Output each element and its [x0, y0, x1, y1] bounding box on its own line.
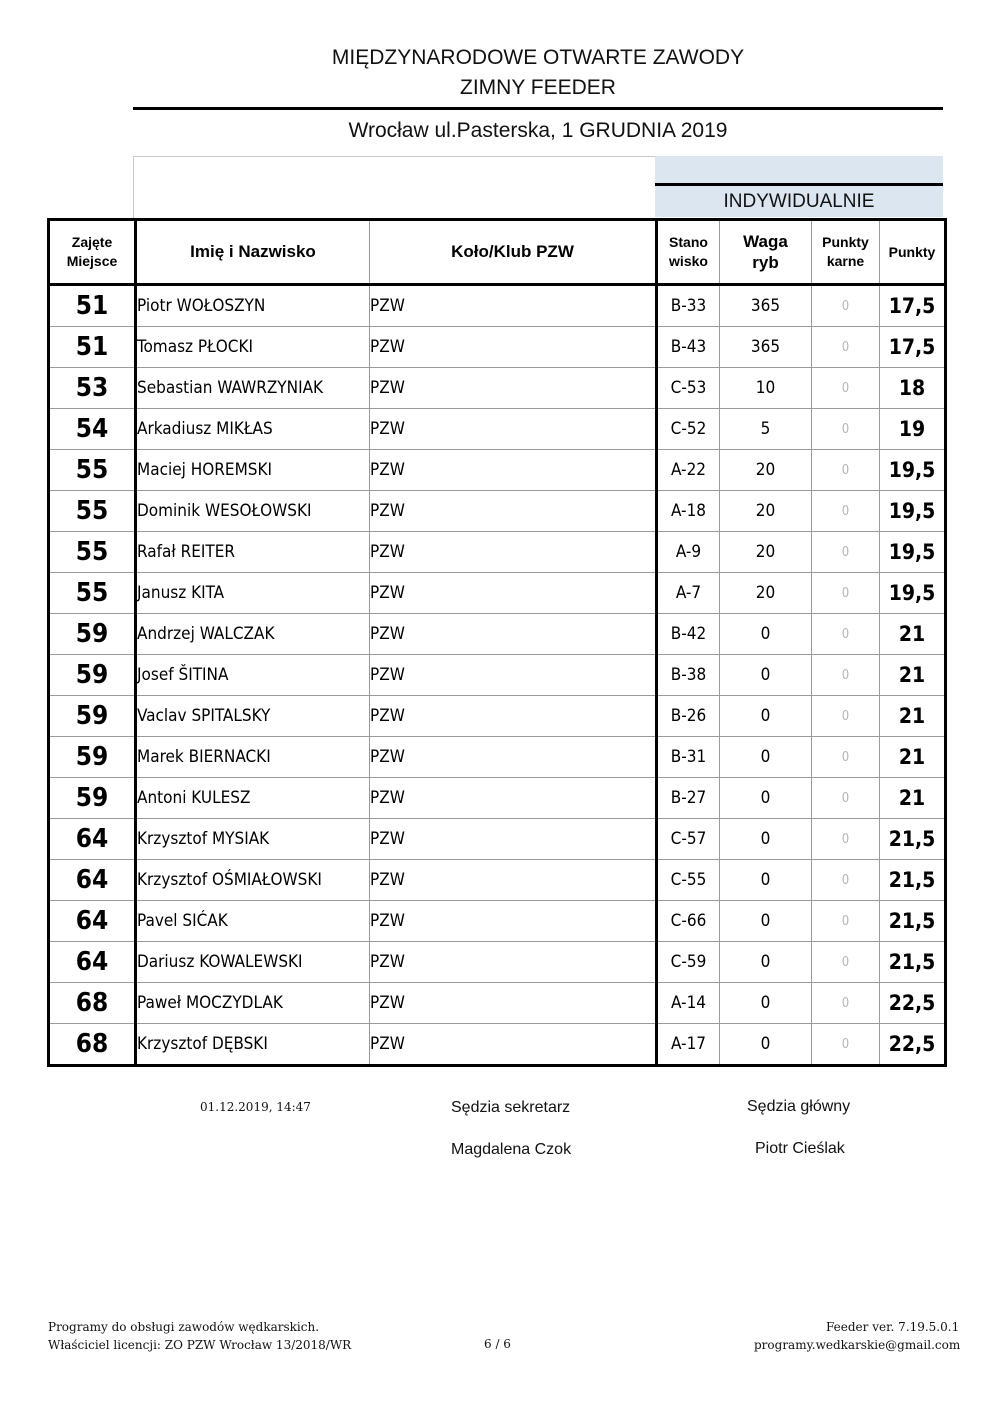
club-cell: PZW	[370, 655, 657, 696]
penalty-cell: 0	[812, 450, 880, 491]
table-row	[49, 573, 946, 614]
header-stan-line2: wisko	[669, 253, 708, 269]
penalty-cell: 0	[812, 1024, 880, 1066]
penalty-cell: 0	[812, 491, 880, 532]
penalty-cell: 0	[812, 409, 880, 450]
weight-cell: 0	[720, 614, 812, 655]
table-row	[49, 983, 946, 1024]
penalty-cell: 0	[812, 942, 880, 983]
weight-cell: 365	[720, 327, 812, 368]
stan-cell: A-7	[657, 573, 720, 614]
place-cell: 59	[49, 778, 136, 819]
place-cell: 64	[49, 942, 136, 983]
weight-cell: 0	[720, 737, 812, 778]
judge-main-label: Sędzia główny	[747, 1098, 851, 1115]
penalty-cell: 0	[812, 860, 880, 901]
table-row	[49, 614, 946, 655]
points-cell: 19,5	[880, 573, 946, 614]
header-penalty	[812, 220, 880, 285]
license-info: Właściciel licencji: ZO PZW Wrocław 13/2018/WR	[48, 1338, 352, 1352]
points-cell: 21	[880, 778, 946, 819]
penalty-cell: 0	[812, 614, 880, 655]
stan-cell: C-52	[657, 409, 720, 450]
table-row	[49, 327, 946, 368]
club-cell: PZW	[370, 901, 657, 942]
table-row	[49, 368, 946, 409]
version-info: Feeder ver. 7.19.5.0.1	[826, 1320, 960, 1334]
table-row	[49, 737, 946, 778]
weight-cell: 0	[720, 860, 812, 901]
penalty-cell: 0	[812, 655, 880, 696]
weight-cell: 0	[720, 655, 812, 696]
table-row	[49, 901, 946, 942]
header-karne-line2: karne	[826, 253, 865, 269]
weight-cell: 365	[720, 285, 812, 327]
penalty-cell: 0	[812, 285, 880, 327]
place-cell: 55	[49, 573, 136, 614]
header-club: Koło/Klub PZW	[370, 220, 657, 285]
penalty-cell: 0	[812, 983, 880, 1024]
name-cell: Janusz KITA	[136, 573, 370, 614]
points-cell: 17,5	[880, 327, 946, 368]
stan-cell: C-57	[657, 819, 720, 860]
place-cell: 51	[49, 327, 136, 368]
weight-cell: 0	[720, 983, 812, 1024]
club-cell: PZW	[370, 696, 657, 737]
weight-cell: 0	[720, 1024, 812, 1066]
place-cell: 68	[49, 1024, 136, 1066]
header-stanowisko	[657, 220, 720, 285]
stan-cell: B-31	[657, 737, 720, 778]
stan-cell: B-33	[657, 285, 720, 327]
weight-cell: 20	[720, 532, 812, 573]
place-cell: 59	[49, 655, 136, 696]
penalty-cell: 0	[812, 327, 880, 368]
table-row	[49, 860, 946, 901]
section-band	[655, 156, 943, 183]
print-datetime: 01.12.2019, 14:47	[200, 1100, 311, 1114]
name-cell: Josef ŠITINA	[136, 655, 370, 696]
contact-email: programy.wedkarskie@gmail.com	[754, 1338, 961, 1352]
place-cell: 64	[49, 860, 136, 901]
stan-cell: B-27	[657, 778, 720, 819]
penalty-cell: 0	[812, 368, 880, 409]
page-number: 6 / 6	[484, 1337, 511, 1351]
club-cell: PZW	[370, 491, 657, 532]
table-header-row	[49, 220, 946, 285]
club-cell: PZW	[370, 409, 657, 450]
table-row	[49, 778, 946, 819]
name-cell: Andrzej WALCZAK	[136, 614, 370, 655]
club-cell: PZW	[370, 778, 657, 819]
program-info: Programy do obsługi zawodów wędkarskich.	[48, 1320, 320, 1334]
place-cell: 55	[49, 450, 136, 491]
place-cell: 53	[49, 368, 136, 409]
club-cell: PZW	[370, 327, 657, 368]
judge-secretary-name: Magdalena Czok	[451, 1141, 572, 1158]
name-cell: Krzysztof DĘBSKI	[136, 1024, 370, 1066]
header-weight	[720, 220, 812, 285]
place-cell: 59	[49, 737, 136, 778]
name-cell: Sebastian WAWRZYNIAK	[136, 368, 370, 409]
penalty-cell: 0	[812, 737, 880, 778]
weight-cell: 5	[720, 409, 812, 450]
header-place-line2: Miejsce	[66, 253, 118, 269]
weight-cell: 0	[720, 778, 812, 819]
place-cell: 54	[49, 409, 136, 450]
title-line-2: ZIMNY FEEDER	[460, 76, 616, 99]
penalty-cell: 0	[812, 573, 880, 614]
name-cell: Antoni KULESZ	[136, 778, 370, 819]
points-cell: 22,5	[880, 983, 946, 1024]
club-cell: PZW	[370, 285, 657, 327]
name-cell: Tomasz PŁOCKI	[136, 327, 370, 368]
club-cell: PZW	[370, 942, 657, 983]
table-row	[49, 942, 946, 983]
judge-secretary-label: Sędzia sekretarz	[451, 1099, 571, 1116]
judge-main-name: Piotr Cieślak	[755, 1140, 845, 1157]
points-cell: 21	[880, 737, 946, 778]
points-cell: 19	[880, 409, 946, 450]
points-cell: 17,5	[880, 285, 946, 327]
header-name: Imię i Nazwisko	[136, 220, 370, 285]
header-stan-line1: Stano	[669, 234, 708, 250]
table-row	[49, 532, 946, 573]
stan-cell: A-22	[657, 450, 720, 491]
place-cell: 59	[49, 696, 136, 737]
table-row	[49, 696, 946, 737]
place-cell: 55	[49, 532, 136, 573]
club-cell: PZW	[370, 532, 657, 573]
table-row	[49, 655, 946, 696]
points-cell: 21,5	[880, 860, 946, 901]
name-cell: Dariusz KOWALEWSKI	[136, 942, 370, 983]
points-cell: 21,5	[880, 942, 946, 983]
weight-cell: 10	[720, 368, 812, 409]
name-cell: Vaclav SPITALSKY	[136, 696, 370, 737]
club-cell: PZW	[370, 983, 657, 1024]
place-cell: 55	[49, 491, 136, 532]
name-cell: Krzysztof MYSIAK	[136, 819, 370, 860]
name-cell: Arkadiusz MIKŁAS	[136, 409, 370, 450]
name-cell: Dominik WESOŁOWSKI	[136, 491, 370, 532]
header-place-line1: Zajęte	[71, 234, 113, 250]
place-cell: 68	[49, 983, 136, 1024]
stan-cell: C-66	[657, 901, 720, 942]
table-row	[49, 819, 946, 860]
points-cell: 21,5	[880, 901, 946, 942]
penalty-cell: 0	[812, 819, 880, 860]
points-cell: 21	[880, 614, 946, 655]
name-cell: Piotr WOŁOSZYN	[136, 285, 370, 327]
table-row	[49, 491, 946, 532]
penalty-cell: 0	[812, 778, 880, 819]
header-grid-line	[133, 156, 655, 157]
name-cell: Pavel SIĆAK	[136, 901, 370, 942]
club-cell: PZW	[370, 819, 657, 860]
stan-cell: C-55	[657, 860, 720, 901]
penalty-cell: 0	[812, 696, 880, 737]
table-row	[49, 285, 946, 327]
stan-cell: A-18	[657, 491, 720, 532]
club-cell: PZW	[370, 737, 657, 778]
weight-cell: 0	[720, 901, 812, 942]
header-waga-line2: ryb	[752, 253, 779, 272]
section-label: INDYWIDUALNIE	[655, 183, 943, 217]
stan-cell: C-59	[657, 942, 720, 983]
club-cell: PZW	[370, 860, 657, 901]
club-cell: PZW	[370, 450, 657, 491]
stan-cell: A-9	[657, 532, 720, 573]
penalty-cell: 0	[812, 901, 880, 942]
stan-cell: B-38	[657, 655, 720, 696]
location-date: Wrocław ul.Pasterska, 1 GRUDNIA 2019	[348, 119, 728, 142]
place-cell: 51	[49, 285, 136, 327]
club-cell: PZW	[370, 368, 657, 409]
stan-cell: B-42	[657, 614, 720, 655]
header-karne-line1: Punkty	[822, 234, 869, 250]
name-cell: Marek BIERNACKI	[136, 737, 370, 778]
club-cell: PZW	[370, 573, 657, 614]
name-cell: Maciej HOREMSKI	[136, 450, 370, 491]
points-cell: 19,5	[880, 532, 946, 573]
club-cell: PZW	[370, 614, 657, 655]
weight-cell: 20	[720, 491, 812, 532]
place-cell: 64	[49, 819, 136, 860]
points-cell: 19,5	[880, 491, 946, 532]
title-line-1: MIĘDZYNARODOWE OTWARTE ZAWODY	[331, 46, 745, 69]
table-row	[49, 450, 946, 491]
header-grid-line-left	[133, 156, 134, 218]
place-cell: 64	[49, 901, 136, 942]
weight-cell: 20	[720, 450, 812, 491]
name-cell: Krzysztof OŚMIAŁOWSKI	[136, 860, 370, 901]
header-waga-line1: Waga	[743, 232, 788, 251]
title-divider	[133, 107, 943, 110]
stan-cell: B-43	[657, 327, 720, 368]
weight-cell: 0	[720, 819, 812, 860]
points-cell: 21,5	[880, 819, 946, 860]
penalty-cell: 0	[812, 532, 880, 573]
stan-cell: A-14	[657, 983, 720, 1024]
name-cell: Paweł MOCZYDLAK	[136, 983, 370, 1024]
club-cell: PZW	[370, 1024, 657, 1066]
points-cell: 19,5	[880, 450, 946, 491]
points-cell: 22,5	[880, 1024, 946, 1066]
weight-cell: 20	[720, 573, 812, 614]
stan-cell: A-17	[657, 1024, 720, 1066]
header-place	[49, 220, 136, 285]
stan-cell: C-53	[657, 368, 720, 409]
points-cell: 21	[880, 696, 946, 737]
table-row	[49, 409, 946, 450]
stan-cell: B-26	[657, 696, 720, 737]
points-cell: 21	[880, 655, 946, 696]
results-table	[47, 218, 947, 1067]
place-cell: 59	[49, 614, 136, 655]
table-row	[49, 1024, 946, 1066]
name-cell: Rafał REITER	[136, 532, 370, 573]
points-cell: 18	[880, 368, 946, 409]
weight-cell: 0	[720, 942, 812, 983]
header-points: Punkty	[880, 220, 946, 285]
weight-cell: 0	[720, 696, 812, 737]
